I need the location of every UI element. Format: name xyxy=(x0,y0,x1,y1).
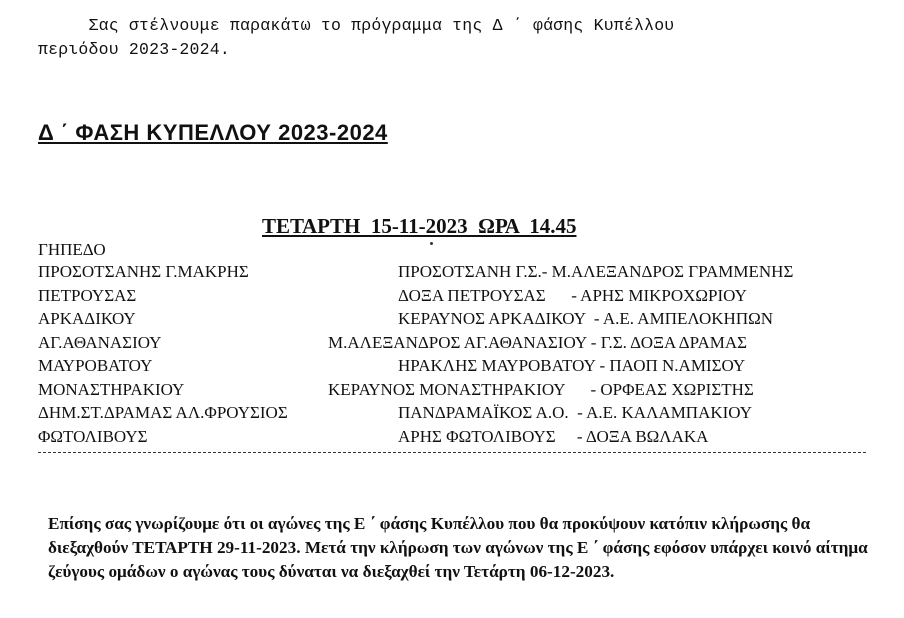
field-column-header: ΓΗΠΕΔΟ xyxy=(38,240,106,259)
match-row xyxy=(0,427,904,451)
match-field: ΠΕΤΡΟΥΣΑΣ xyxy=(38,285,137,305)
intro-text xyxy=(38,14,674,62)
schedule-date: ΤΕΤΑΡΤΗ 15-11-2023 ΩΡΑ 14.45 xyxy=(262,214,577,238)
match-teams: ΑΡΗΣ ΦΩΤΟΛΙΒΟΥΣ - ΔΟΞΑ ΒΩΛΑΚΑ xyxy=(398,426,709,446)
match-field: ΦΩΤΟΛΙΒΟΥΣ xyxy=(38,426,148,446)
match-field: ΜΑΥΡΟΒΑΤΟΥ xyxy=(38,356,153,375)
match-row xyxy=(0,403,904,427)
stray-dot xyxy=(430,242,433,245)
match-field: ΑΓ.ΑΘΑΝΑΣΙΟΥ xyxy=(38,332,162,352)
match-row xyxy=(0,262,904,286)
match-field: ΜΟΝΑΣΤΗΡΑΚΙΟΥ xyxy=(38,379,185,399)
note-text-1: Επίσης σας γνωρίζουμε ότι οι αγώνες της Ε ΄ φάσης Κυπέλλου που θα προκύψουν κατόπιν κλήρωσης θα διεξαχθούν xyxy=(48,514,811,557)
match-field: ΠΡΟΣΟΤΣΑΝΗΣ Γ.ΜΑΚΡΗΣ xyxy=(38,262,249,281)
match-row xyxy=(0,286,904,310)
match-list xyxy=(0,262,904,450)
match-row xyxy=(0,356,904,380)
note-text-2: Μετά την κλήρωση των αγώνων της Ε ΄ φάσης εφόσον υπάρχει κοινό αίτημα ζεύγους ομάδων ο αγώνας τους δύναται να διεξαχθεί την Τετάρτη 06-12-2023. xyxy=(48,538,868,581)
match-field: ΑΡΚΑΔΙΚΟΥ xyxy=(38,309,136,328)
match-teams: ΔΟΞΑ ΠΕΤΡΟΥΣΑΣ - ΑΡΗΣ ΜΙΚΡΟΧΩΡΙΟΥ xyxy=(398,285,747,305)
info-note xyxy=(48,512,878,584)
match-teams: ΠΡΟΣΟΤΣΑΝΗ Γ.Σ.- Μ.ΑΛΕΞΑΝΔΡΟΣ ΓΡΑΜΜΕΝΗΣ xyxy=(398,262,794,281)
match-row xyxy=(0,380,904,404)
page-title: Δ ΄ ΦΑΣΗ ΚΥΠΕΛΛΟΥ 2023-2024 xyxy=(38,120,388,145)
match-teams: ΚΕΡΑΥΝΟΣ ΜΟΝΑΣΤΗΡΑΚΙΟΥ - ΟΡΦΕΑΣ ΧΩΡΙΣΤΗΣ xyxy=(328,379,754,399)
match-teams: ΚΕΡΑΥΝΟΣ ΑΡΚΑΔΙΚΟΥ - Α.Ε. ΑΜΠΕΛΟΚΗΠΩΝ xyxy=(398,309,774,328)
dashed-divider xyxy=(38,452,866,453)
match-teams: ΗΡΑΚΛΗΣ ΜΑΥΡΟΒΑΤΟΥ - ΠΑΟΠ Ν.ΑΜΙΣΟΥ xyxy=(398,356,746,375)
match-row xyxy=(0,309,904,333)
match-teams: ΠΑΝΔΡΑΜΑΪΚΟΣ Α.Ο. - Α.Ε. ΚΑΛΑΜΠΑΚΙΟΥ xyxy=(398,403,753,422)
intro-line-1: Σας στέλνουμε παρακάτω το πρόγραμμα της Δ ΄ φάσης Κυπέλλου xyxy=(38,16,675,35)
intro-line-2: περιόδου 2023-2024. xyxy=(38,40,230,59)
note-date: ΤΕΤΑΡΤΗ 29-11-2023. xyxy=(132,538,301,557)
match-row xyxy=(0,333,904,357)
match-teams: Μ.ΑΛΕΞΑΝΔΡΟΣ ΑΓ.ΑΘΑΝΑΣΙΟΥ - Γ.Σ. ΔΟΞΑ ΔΡΑΜΑΣ xyxy=(328,332,748,352)
match-field: ΔΗΜ.ΣΤ.ΔΡΑΜΑΣ ΑΛ.ΦΡΟΥΣΙΟΣ xyxy=(38,403,288,422)
